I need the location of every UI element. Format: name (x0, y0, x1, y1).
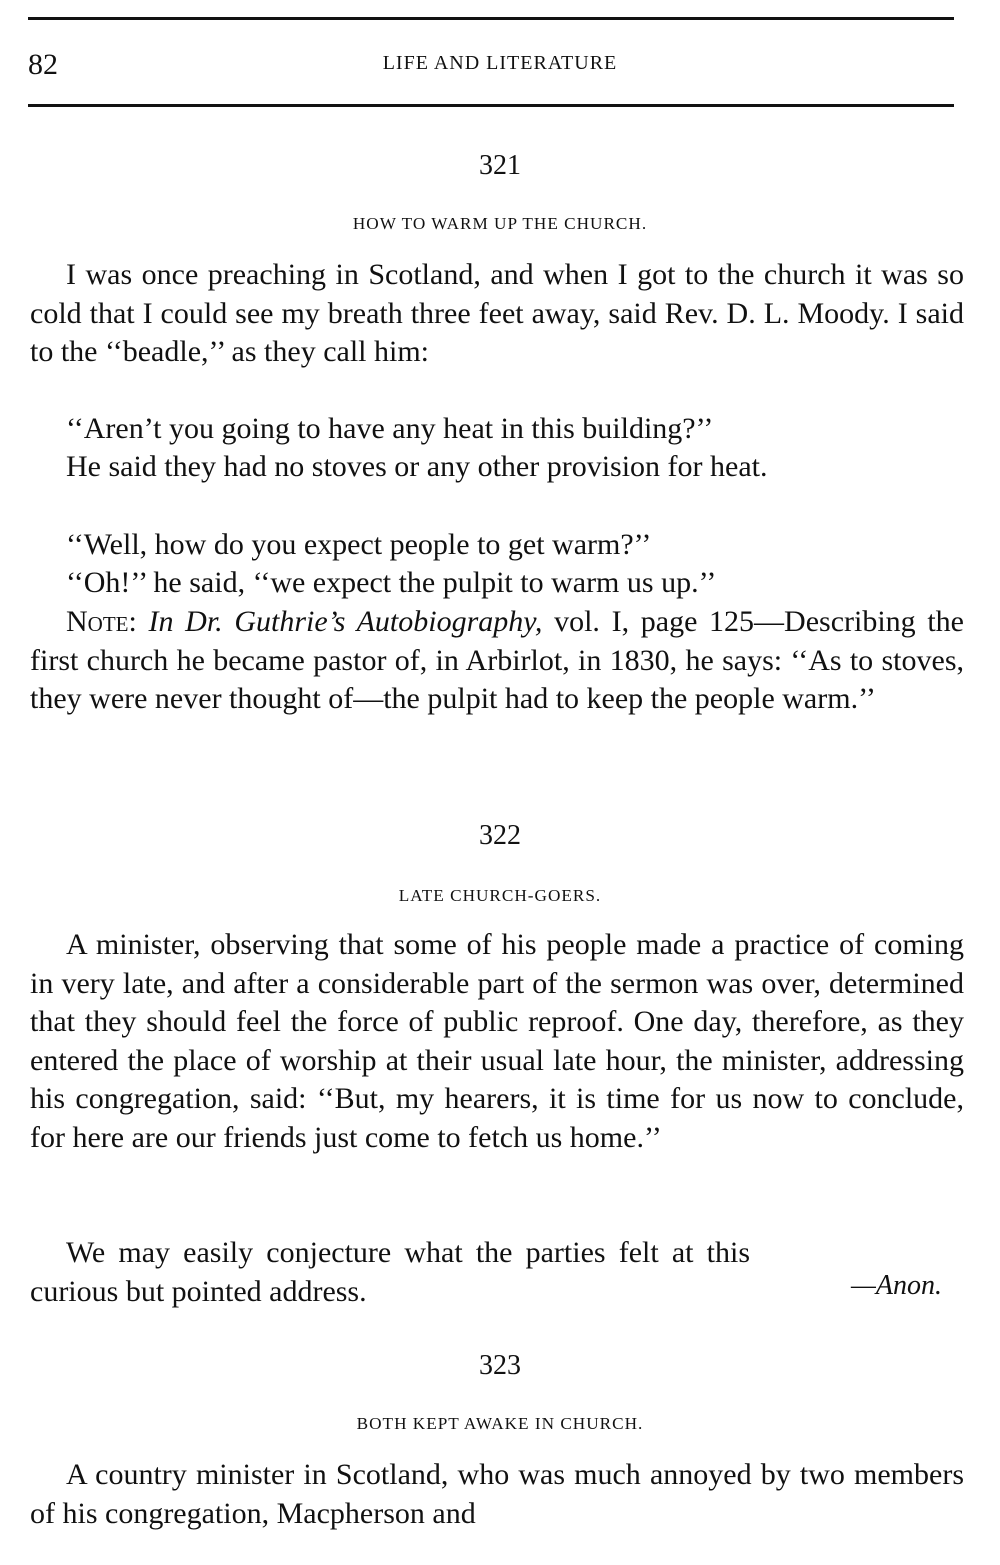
paragraph: A minister, observing that some of his people made a practice of coming in very late, and after a considerable part of the sermon was over, determined that they should feel the force of public reproof. One day, therefore, as they entered the place of worship at their usual late hour, the minister, addressing his congregation, said: ‘‘But, my hearers, it is time for us now to conclude, for here are our friends just come to fetch us home.’’ (30, 928, 964, 1154)
paragraph: I was once preaching in Scotland, and when I got to the church it was so cold that I could see my breath three feet away, said Rev. D. L. Moody. I said to the ‘‘beadle,’’ as they call him: (30, 258, 964, 368)
note-label: Note: (66, 605, 137, 638)
running-head: LIFE AND LITERATURE (382, 52, 618, 74)
paragraph: ‘‘Well, how do you expect people to get warm?’’ (66, 528, 652, 561)
entry-title: LATE CHURCH-GOERS. (398, 886, 602, 905)
entry-title: BOTH KEPT AWAKE IN CHURCH. (356, 1414, 644, 1433)
page-number: 82 (28, 48, 58, 81)
entry-number: 323 (479, 1350, 521, 1381)
header-rule-top (28, 17, 954, 20)
paragraph: He said they had no stoves or any other provision for heat. (66, 450, 768, 483)
note-source: In Dr. Guthrie’s Autobiography, (148, 605, 543, 638)
paragraph: ‘‘Oh!’’ he said, ‘‘we expect the pulpit to warm us up.’’ (66, 566, 717, 599)
entry-title: HOW TO WARM UP THE CHURCH. (352, 214, 648, 233)
paragraph: We may easily conjecture what the parties felt at this curious but pointed address. (30, 1236, 750, 1308)
entry-number: 321 (479, 150, 521, 181)
header-rule-bottom (28, 104, 954, 107)
paragraph: ‘‘Aren’t you going to have any heat in this building?’’ (66, 412, 714, 445)
entry-number: 322 (479, 820, 521, 851)
attribution: —Anon. (851, 1270, 942, 1301)
note-text: vol. I, page 125—Describing the first church he became pastor of, in Arbirlot, in 1830, he says: ‘‘As to stoves, they were never thought of—the pulpit had to keep the people warm.’’ (30, 605, 964, 715)
paragraph: A country minister in Scotland, who was much annoyed by two members of his congregation, Macpherson and (30, 1458, 964, 1530)
note-paragraph (30, 603, 964, 719)
